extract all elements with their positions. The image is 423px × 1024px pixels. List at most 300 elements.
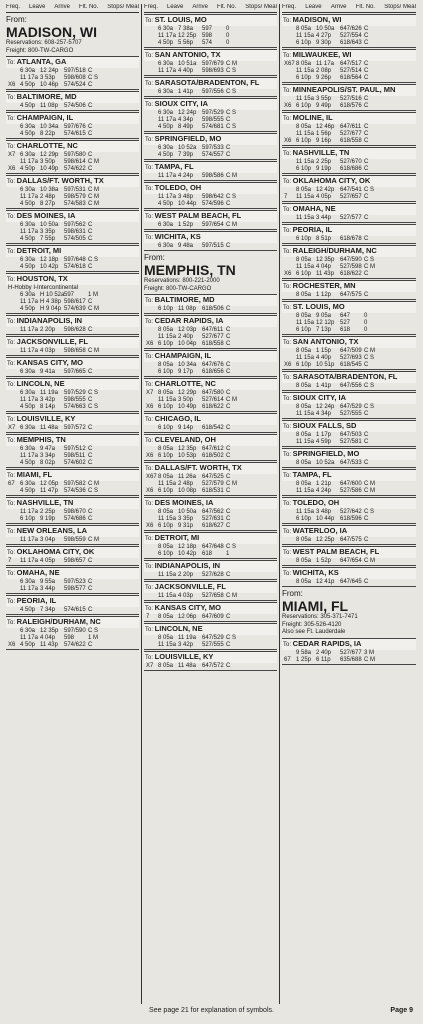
to-prefix: To: — [7, 144, 17, 150]
stops-meal: C M — [226, 481, 237, 487]
to-prefix: To: — [283, 452, 293, 458]
to-prefix: To: — [7, 529, 17, 535]
frequency — [146, 551, 158, 558]
destination-heading — [6, 414, 139, 425]
stops-meal: C — [226, 306, 231, 312]
flight-number: 647/654 — [340, 558, 362, 564]
arrival-time: 3 48p — [178, 194, 194, 200]
stops-meal: C — [226, 425, 231, 431]
arrival-time: 4 24p — [316, 488, 332, 494]
departure-time: 6 10p — [296, 236, 312, 242]
frequency: X6 — [146, 341, 154, 347]
column-header-stops: Stops/ Meal — [245, 4, 277, 10]
to-prefix: To: — [283, 424, 293, 430]
flight-row — [6, 369, 139, 376]
departure-time: 6 30a — [20, 222, 36, 228]
departure-time: 8 05a — [296, 124, 312, 130]
destination-heading — [6, 596, 139, 607]
destination-entry — [6, 273, 139, 314]
stops-meal: C M — [88, 348, 99, 354]
column-header-leave: Leave — [305, 4, 322, 10]
to-prefix: To: — [7, 249, 17, 255]
stops-meal: C — [88, 516, 93, 522]
destination-heading — [282, 50, 416, 61]
flight-row — [144, 523, 277, 530]
destination-heading — [282, 15, 416, 26]
arrival-time: 2 48p — [40, 194, 56, 200]
frequency — [284, 327, 296, 334]
to-prefix: To: — [145, 536, 155, 542]
departure-time: 11 15a — [158, 642, 176, 648]
arrival-time: 12 05p — [40, 481, 59, 487]
departure-time: 8 05a — [158, 362, 174, 368]
flight-row — [282, 439, 416, 446]
flight-row — [6, 222, 139, 229]
flight-row — [282, 327, 416, 334]
flight-number: 598/555 — [202, 117, 224, 123]
arrival-time: 10 50a — [40, 222, 59, 228]
to-prefix: To: — [283, 53, 293, 59]
destination-entry — [144, 378, 277, 412]
frequency — [284, 404, 296, 411]
arrival-time: 2 08p — [316, 68, 332, 74]
stops-meal: C — [364, 516, 369, 522]
arrival-time: 12 42p — [316, 187, 335, 193]
stops-meal: C — [88, 299, 93, 305]
stops-meal: C S — [226, 110, 237, 116]
flight-row — [6, 390, 139, 397]
destination-city-name: OKLAHOMA CITY, OK — [292, 176, 371, 185]
stops-meal: C — [226, 614, 231, 620]
destination-heading — [144, 379, 277, 390]
stops-meal: C S — [88, 628, 99, 634]
flight-row — [282, 215, 416, 222]
to-prefix: To: — [145, 165, 155, 171]
destination-entry — [282, 203, 416, 223]
departure-time: 11 15a — [158, 593, 176, 599]
flight-row — [144, 544, 277, 551]
stops-meal: C — [226, 334, 231, 340]
arrival-time: 9 19p — [316, 166, 332, 172]
arrival-time: 7 13p — [316, 327, 332, 333]
column-header-leave: Leave — [166, 4, 184, 10]
column-header-arrive: Arrive — [330, 4, 347, 10]
frequency: X6 — [8, 166, 16, 172]
frequency: X7 — [8, 425, 16, 431]
flight-number: 597/531 — [64, 187, 86, 193]
flight-number: 574/686 — [64, 516, 86, 522]
departure-time: 4 50p — [158, 124, 174, 130]
destination-heading — [282, 498, 416, 509]
destination-heading — [144, 414, 277, 425]
stops-meal: C — [226, 243, 231, 249]
arrival-time: 2 40p — [178, 334, 194, 340]
origin-contact-info: Reservations: 305-371-7471 — [282, 614, 358, 620]
frequency — [8, 229, 20, 236]
destination-city-name: PEORIA, IL — [292, 225, 333, 234]
stops-meal: C M — [88, 537, 99, 543]
flight-number: 647/575 — [340, 292, 362, 298]
flight-number: 574/524 — [64, 82, 86, 88]
to-prefix: To: — [7, 179, 17, 185]
stops-meal: C — [226, 453, 231, 459]
destination-city-name: OKLAHOMA CITY, OK — [16, 547, 95, 556]
destination-entry — [282, 420, 416, 447]
destination-entry — [282, 112, 416, 146]
flight-number: 598 — [202, 33, 213, 39]
from-label: From: — [282, 589, 303, 598]
flight-number: 647/525 — [202, 474, 224, 480]
frequency — [146, 145, 158, 152]
flight-number: 527/516 — [340, 96, 362, 102]
departure-time: 8 05a — [296, 432, 312, 438]
flight-row — [282, 26, 416, 33]
stops-meal: C — [364, 194, 369, 200]
destination-city-name: WATERLOO, IA — [292, 526, 348, 535]
stops-meal: C — [88, 558, 93, 564]
arrival-time: 3 34p — [40, 453, 56, 459]
arrival-time: 10 44p — [178, 201, 197, 207]
frequency — [146, 194, 158, 201]
flight-number: 618/558 — [202, 341, 224, 347]
frequency — [8, 159, 20, 166]
destination-entry — [144, 413, 277, 433]
flight-number: 618/502 — [202, 453, 224, 459]
stops-meal: C S — [88, 404, 99, 410]
destination-heading — [144, 162, 277, 173]
frequency — [8, 453, 20, 460]
departure-time: 11 17a — [158, 33, 176, 39]
arrival-time: 4 04p — [40, 635, 56, 641]
arrival-time: 2 25p — [40, 509, 56, 515]
frequency — [146, 327, 158, 334]
frequency — [8, 257, 20, 264]
to-prefix: To: — [145, 438, 155, 444]
arrival-time: 10 08p — [178, 488, 197, 494]
flight-number: 598/670 — [64, 509, 86, 515]
destination-city-name: CHARLOTTE, NC — [16, 141, 78, 150]
flight-row — [144, 390, 277, 397]
origin-contact-info: Freight: 305-526-4120 — [282, 621, 342, 628]
flight-number: 647/503 — [340, 432, 362, 438]
flight-row — [282, 138, 416, 145]
frequency: X6 — [284, 362, 292, 368]
arrival-time: 11 08p — [40, 103, 58, 109]
frequency — [284, 68, 296, 75]
flight-number: 647/533 — [340, 460, 362, 466]
to-prefix: To: — [7, 571, 17, 577]
departure-time: 6 30a — [158, 222, 174, 228]
frequency — [284, 558, 296, 565]
destination-city-name: NASHVILLE, TN — [292, 148, 350, 157]
destination-city-name: LINCOLN, NE — [16, 379, 65, 388]
arrival-time: 2 20p — [178, 572, 194, 578]
arrival-time: 3 50p — [178, 397, 194, 403]
flight-number: 527/579 — [202, 481, 224, 487]
frequency — [146, 68, 158, 75]
stops-meal: C M — [88, 306, 99, 312]
stops-meal: C — [226, 516, 231, 522]
stops-meal: C — [364, 166, 369, 172]
frequency: X6 — [284, 103, 292, 109]
flight-number: 597 — [202, 26, 213, 32]
destination-city-name: MOLINE, IL — [292, 113, 333, 122]
arrival-time: 11 17a — [316, 61, 334, 67]
destination-city-name: SARASOTA/BRADENTON, FL — [292, 372, 398, 381]
destination-heading — [282, 246, 416, 257]
flight-number: 597/533 — [202, 145, 224, 151]
arrival-time: 9 14p — [178, 425, 194, 431]
destination-city-name: DETROIT, MI — [154, 533, 200, 542]
arrival-time: 4 03p — [40, 348, 56, 354]
departure-time: 8 05a — [158, 509, 174, 515]
destination-heading — [144, 652, 277, 663]
arrival-time: 12 35p — [316, 257, 335, 263]
flight-number: 598/579 — [64, 194, 86, 200]
flight-row — [282, 264, 416, 271]
flight-number: 527/581 — [340, 439, 362, 445]
flight-row — [6, 481, 139, 488]
arrival-time: 3 04p — [40, 537, 56, 543]
stops-meal: C — [88, 68, 93, 74]
frequency — [284, 187, 296, 194]
to-prefix: To: — [145, 627, 155, 633]
departure-time: 4 50p — [20, 236, 36, 242]
destination-entry — [144, 77, 277, 97]
destination-entry — [6, 175, 139, 209]
departure-time: 4 50p — [20, 404, 36, 410]
destination-city-name: TOLEDO, OH — [154, 183, 202, 192]
destination-entry — [144, 651, 277, 671]
stops-meal: C — [364, 68, 369, 74]
frequency — [8, 124, 20, 131]
arrival-time: 2 20p — [40, 327, 56, 333]
to-prefix: To: — [7, 214, 17, 220]
destination-heading — [144, 50, 277, 61]
destination-heading — [6, 176, 139, 187]
frequency — [8, 222, 20, 229]
flight-number: 647/609 — [202, 614, 224, 620]
destination-city-name: DES MOINES, IA — [154, 498, 214, 507]
frequency: 67 — [8, 481, 15, 487]
flight-number: 647/648 — [202, 544, 224, 550]
frequency — [284, 159, 296, 166]
departure-time: 11 17a — [158, 68, 176, 74]
origin-contact-info: Freight: 800-TW-CARGO — [144, 285, 212, 292]
arrival-time: 5 56p — [178, 40, 194, 46]
to-prefix: To: — [283, 88, 293, 94]
stops-meal: C M — [364, 488, 375, 494]
stops-meal: C S — [88, 488, 99, 494]
departure-time: 6 10p — [296, 362, 312, 368]
to-prefix: To: — [145, 382, 155, 388]
departure-time: 6 10p — [296, 138, 312, 144]
departure-time: 11 17a — [20, 537, 38, 543]
frequency: X6 — [8, 82, 16, 88]
frequency — [146, 40, 158, 47]
destination-heading — [282, 568, 416, 579]
flight-row — [282, 481, 416, 488]
flight-row — [282, 411, 416, 418]
destination-heading — [144, 183, 277, 194]
flight-row — [282, 292, 416, 299]
flight-row — [144, 117, 277, 124]
arrival-time: 4 03p — [178, 593, 194, 599]
flight-row — [6, 642, 139, 649]
departure-time: 11 17a — [20, 558, 38, 564]
flight-row — [6, 628, 139, 635]
frequency: 67 — [284, 656, 291, 663]
arrival-time: 1 41p — [178, 89, 194, 95]
arrival-time: 3 55p — [316, 96, 332, 102]
stops-meal: C — [364, 26, 369, 32]
flight-number: 598/628 — [64, 327, 86, 333]
arrival-time: 11 43p — [40, 642, 58, 648]
departure-time: 6 30a — [20, 187, 36, 193]
to-prefix: To: — [7, 361, 17, 367]
destination-city-name: LOUISVILLE, KY — [154, 652, 214, 661]
destination-city-name: ROCHESTER, MN — [292, 281, 356, 290]
column-header-freq: Freq. — [282, 4, 297, 10]
stops-meal: C S — [88, 390, 99, 396]
frequency — [284, 439, 296, 446]
flight-number: 647/517 — [340, 61, 362, 67]
frequency — [146, 397, 158, 404]
arrival-time: 4 40p — [178, 68, 194, 74]
departure-time: 11 17a — [20, 509, 38, 515]
destination-city-name: MADISON, WI — [292, 15, 342, 24]
flight-row — [144, 663, 277, 670]
flight-row — [282, 313, 416, 320]
arrival-time: 11 19a — [178, 635, 196, 641]
flight-number: 527/677 — [340, 131, 362, 137]
frequency — [8, 607, 20, 614]
departure-time: 11 17a — [20, 453, 38, 459]
destination-entry — [282, 497, 416, 524]
flight-row — [144, 341, 277, 348]
destination-entry — [144, 462, 277, 496]
flight-number: 635/688 — [340, 656, 362, 663]
flight-row — [6, 229, 139, 236]
arrival-time: 8 02p — [40, 460, 56, 466]
frequency — [146, 544, 158, 551]
destination-city-name: WICHITA, KS — [292, 568, 339, 577]
destination-city-name: SIOUX FALLS, SD — [292, 421, 357, 430]
departure-time: 8 05a — [158, 544, 174, 550]
arrival-time: 9 26p — [316, 75, 332, 81]
arrival-time: 9 47a — [40, 446, 56, 452]
stops-meal: C — [88, 131, 93, 137]
arrival-time: 1 52p — [316, 558, 332, 564]
stops-meal: C — [88, 264, 93, 270]
stops-meal: C — [226, 369, 231, 375]
flight-number: 618/686 — [340, 166, 362, 172]
column-header-freq: Freq. — [144, 4, 159, 10]
destination-entry — [282, 525, 416, 545]
departure-time: 11 15a — [296, 68, 314, 74]
destination-heading — [282, 281, 416, 292]
arrival-time: 4 27p — [316, 33, 332, 39]
flight-number: 647/529 — [202, 635, 224, 641]
stops-meal: C — [88, 124, 93, 130]
flight-row — [6, 516, 139, 523]
departure-time: 8 05a — [296, 404, 312, 410]
frequency — [8, 488, 20, 495]
departure-time: 6 10p — [158, 551, 174, 557]
frequency: X6 — [284, 138, 292, 144]
flight-row — [282, 650, 416, 657]
departure-time: 8 05a — [158, 614, 174, 620]
to-prefix: To: — [7, 473, 17, 479]
frequency: X6 — [146, 453, 154, 459]
destination-entry — [282, 301, 416, 335]
arrival-time: 4 59p — [316, 439, 332, 445]
flight-number: 598/617 — [64, 299, 86, 305]
departure-time: 11 17a — [20, 327, 38, 333]
to-prefix: To: — [145, 18, 155, 24]
destination-city-name: SPRINGFIELD, MO — [292, 449, 360, 458]
stops-meal: C — [226, 117, 231, 123]
departure-time: 8 05a — [158, 446, 174, 452]
flight-row — [282, 271, 416, 278]
departure-time: 8 05a — [158, 663, 174, 669]
to-prefix: To: — [7, 60, 17, 66]
flight-number: 527/577 — [340, 215, 362, 221]
arrival-time: 9 55a — [40, 579, 56, 585]
flight-number: 597 — [64, 292, 75, 298]
departure-time: 11 17a — [20, 159, 38, 165]
arrival-time: 11 48a — [178, 663, 196, 669]
arrival-time: 1 17p — [316, 432, 332, 438]
flight-number: 598/559 — [64, 537, 86, 543]
destination-heading — [144, 15, 277, 26]
stops-meal: C — [88, 607, 93, 613]
flight-row — [282, 404, 416, 411]
arrival-time: 10 42p — [40, 264, 59, 270]
flight-number: 597/582 — [64, 481, 86, 487]
stops-meal: C M — [364, 264, 375, 270]
to-prefix: To: — [7, 95, 17, 101]
flight-row — [144, 362, 277, 369]
departure-time: 8 05a — [158, 635, 174, 641]
flight-number: 597/515 — [202, 243, 224, 249]
stops-meal: C — [226, 327, 231, 333]
destination-entry — [282, 336, 416, 370]
flight-row — [282, 383, 416, 390]
flight-row — [6, 446, 139, 453]
flight-number: 597/523 — [64, 579, 86, 585]
flight-row — [6, 124, 139, 131]
origin-city-block — [6, 15, 139, 55]
flight-number: 618/564 — [340, 75, 362, 81]
destination-heading — [6, 316, 139, 327]
destination-entry — [144, 210, 277, 230]
flight-row — [144, 194, 277, 201]
flight-row — [282, 355, 416, 362]
departure-time: 8 05a — [296, 257, 312, 263]
destination-heading — [282, 176, 416, 187]
departure-time: 6 10p — [296, 271, 312, 277]
stops-meal: C — [364, 96, 369, 102]
frequency — [146, 61, 158, 68]
destination-entry — [6, 434, 139, 468]
arrival-time: 8 22p — [40, 131, 56, 137]
to-prefix: To: — [145, 235, 155, 241]
frequency — [284, 509, 296, 516]
destination-entry — [6, 112, 139, 139]
arrival-time: 12 35p — [40, 628, 59, 634]
flight-row — [6, 453, 139, 460]
